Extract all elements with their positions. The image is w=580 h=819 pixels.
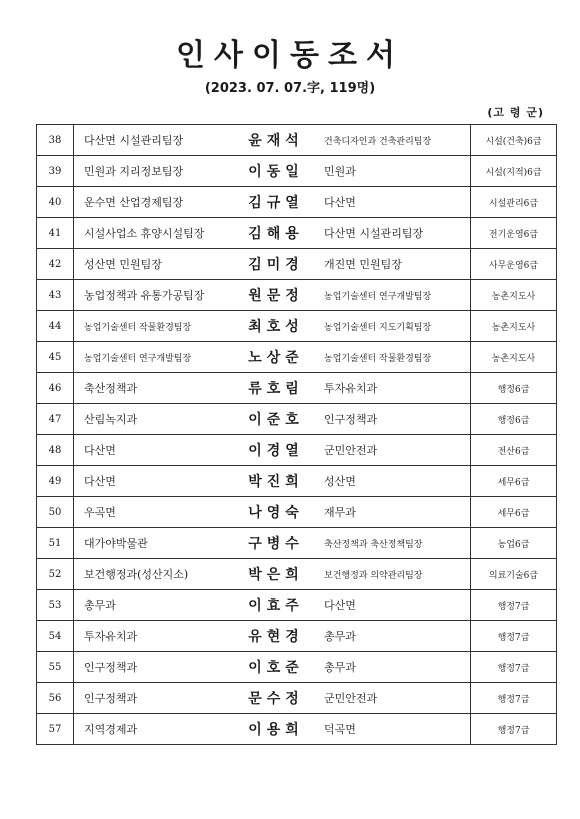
job-grade: 농업6급 — [471, 528, 557, 559]
table-row — [37, 559, 557, 590]
person-name: 이동일 — [236, 156, 316, 187]
new-post: 인구정책과 — [316, 404, 471, 435]
job-grade: 시설(건축)6급 — [471, 125, 557, 156]
person-name: 노상준 — [236, 342, 316, 373]
new-post: 재무과 — [316, 497, 471, 528]
job-grade: 행정7급 — [471, 590, 557, 621]
person-name: 박진희 — [236, 466, 316, 497]
table-row — [37, 156, 557, 187]
row-number: 41 — [37, 218, 74, 249]
new-post: 축산정책과 축산정책팀장 — [316, 528, 471, 559]
person-name: 유현경 — [236, 621, 316, 652]
table-row — [37, 621, 557, 652]
table-row — [37, 404, 557, 435]
person-name: 박은희 — [236, 559, 316, 590]
previous-post: 성산면 민원팀장 — [74, 249, 237, 280]
row-number: 39 — [37, 156, 74, 187]
table-row — [37, 652, 557, 683]
table-row — [37, 435, 557, 466]
new-post: 농업기술센터 연구개발팀장 — [316, 280, 471, 311]
previous-post: 우곡면 — [74, 497, 237, 528]
row-number: 45 — [37, 342, 74, 373]
previous-post: 인구정책과 — [74, 652, 237, 683]
previous-post: 대가야박물관 — [74, 528, 237, 559]
table-row — [37, 497, 557, 528]
row-number: 42 — [37, 249, 74, 280]
job-grade: 의료기술6급 — [471, 559, 557, 590]
previous-post: 민원과 지리정보팀장 — [74, 156, 237, 187]
person-name: 김규열 — [236, 187, 316, 218]
job-grade: 행정6급 — [471, 404, 557, 435]
person-name: 이준호 — [236, 404, 316, 435]
job-grade: 전산6급 — [471, 435, 557, 466]
row-number: 51 — [37, 528, 74, 559]
row-number: 47 — [37, 404, 74, 435]
person-name: 류호림 — [236, 373, 316, 404]
person-name: 원문정 — [236, 280, 316, 311]
table-row — [37, 187, 557, 218]
previous-post: 보건행정과(성산지소) — [74, 559, 237, 590]
row-number: 54 — [37, 621, 74, 652]
job-grade: 전기운영6급 — [471, 218, 557, 249]
job-grade: 행정7급 — [471, 652, 557, 683]
previous-post: 운수면 산업경제팀장 — [74, 187, 237, 218]
person-name: 최호성 — [236, 311, 316, 342]
new-post: 다산면 — [316, 187, 471, 218]
row-number: 50 — [37, 497, 74, 528]
previous-post: 농업기술센터 연구개발팀장 — [74, 342, 237, 373]
row-number: 48 — [37, 435, 74, 466]
previous-post: 다산면 — [74, 435, 237, 466]
table-row — [37, 280, 557, 311]
new-post: 덕곡면 — [316, 714, 471, 745]
row-number: 38 — [37, 125, 74, 156]
person-name: 문수정 — [236, 683, 316, 714]
job-grade: 행정7급 — [471, 621, 557, 652]
table-row — [37, 125, 557, 156]
person-name: 이경열 — [236, 435, 316, 466]
organization-label: (고 령 군) — [487, 106, 544, 119]
person-name: 김미경 — [236, 249, 316, 280]
new-post: 성산면 — [316, 466, 471, 497]
previous-post: 인구정책과 — [74, 683, 237, 714]
document-title: 인사이동조서 — [176, 38, 404, 73]
person-name: 이효주 — [236, 590, 316, 621]
row-number: 49 — [37, 466, 74, 497]
new-post: 민원과 — [316, 156, 471, 187]
job-grade: 시설(지적)6급 — [471, 156, 557, 187]
new-post: 보건행정과 의약관리팀장 — [316, 559, 471, 590]
table-row — [37, 373, 557, 404]
person-name: 이호준 — [236, 652, 316, 683]
job-grade: 농촌지도사 — [471, 280, 557, 311]
person-name: 구병수 — [236, 528, 316, 559]
new-post: 농업기술센터 작물환경팀장 — [316, 342, 471, 373]
job-grade: 행정7급 — [471, 683, 557, 714]
previous-post: 지역경제과 — [74, 714, 237, 745]
table-row — [37, 218, 557, 249]
row-number: 53 — [37, 590, 74, 621]
previous-post: 다산면 — [74, 466, 237, 497]
row-number: 56 — [37, 683, 74, 714]
row-number: 57 — [37, 714, 74, 745]
new-post: 총무과 — [316, 621, 471, 652]
table-row — [37, 683, 557, 714]
row-number: 43 — [37, 280, 74, 311]
previous-post: 총무과 — [74, 590, 237, 621]
person-name: 이용희 — [236, 714, 316, 745]
table-row — [37, 342, 557, 373]
person-name: 윤재석 — [236, 125, 316, 156]
new-post: 다산면 — [316, 590, 471, 621]
new-post: 군민안전과 — [316, 435, 471, 466]
job-grade: 농촌지도사 — [471, 342, 557, 373]
job-grade: 세무6급 — [471, 466, 557, 497]
personnel-table-body — [37, 125, 557, 745]
row-number: 40 — [37, 187, 74, 218]
row-number: 55 — [37, 652, 74, 683]
person-name: 나영숙 — [236, 497, 316, 528]
personnel-table — [36, 124, 557, 745]
person-name: 김해용 — [236, 218, 316, 249]
new-post: 건축디자인과 건축관리팀장 — [316, 125, 471, 156]
table-row — [37, 590, 557, 621]
new-post: 총무과 — [316, 652, 471, 683]
table-row — [37, 466, 557, 497]
job-grade: 시설관리6급 — [471, 187, 557, 218]
row-number: 46 — [37, 373, 74, 404]
new-post: 다산면 시설관리팀장 — [316, 218, 471, 249]
previous-post: 시설사업소 휴양시설팀장 — [74, 218, 237, 249]
job-grade: 세무6급 — [471, 497, 557, 528]
previous-post: 축산정책과 — [74, 373, 237, 404]
job-grade: 농촌지도사 — [471, 311, 557, 342]
table-row — [37, 714, 557, 745]
table-row — [37, 249, 557, 280]
table-row — [37, 311, 557, 342]
new-post: 투자유치과 — [316, 373, 471, 404]
previous-post: 투자유치과 — [74, 621, 237, 652]
job-grade: 행정7급 — [471, 714, 557, 745]
table-row — [37, 528, 557, 559]
previous-post: 다산면 시설관리팀장 — [74, 125, 237, 156]
row-number: 52 — [37, 559, 74, 590]
previous-post: 산림녹지과 — [74, 404, 237, 435]
document-subtitle: (2023. 07. 07.字, 119명) — [204, 81, 376, 96]
job-grade: 행정6급 — [471, 373, 557, 404]
previous-post: 농업정책과 유통가공팀장 — [74, 280, 237, 311]
new-post: 군민안전과 — [316, 683, 471, 714]
new-post: 농업기술센터 지도기획팀장 — [316, 311, 471, 342]
job-grade: 사무운영6급 — [471, 249, 557, 280]
row-number: 44 — [37, 311, 74, 342]
previous-post: 농업기술센터 작물환경팀장 — [74, 311, 237, 342]
new-post: 개진면 민원팀장 — [316, 249, 471, 280]
